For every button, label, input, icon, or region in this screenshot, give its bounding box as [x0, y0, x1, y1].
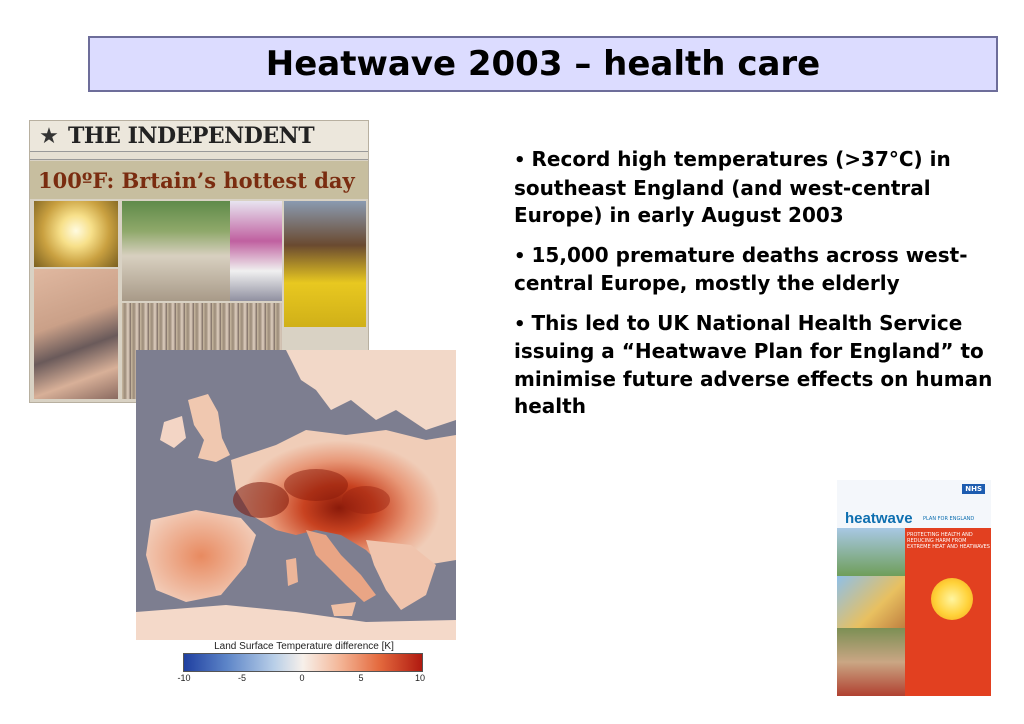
photo-crowd-street: [122, 201, 230, 301]
newspaper-headline: 100ºF: Brtain’s hottest day: [38, 167, 355, 193]
sun-icon: [931, 578, 973, 620]
title-box: [88, 36, 998, 92]
heatwave-plan-cover: [837, 480, 991, 696]
photo-sun: [34, 201, 118, 267]
newspaper-masthead: [30, 121, 368, 151]
masthead-text: THE INDEPENDENT: [68, 123, 315, 149]
photo-sunbathers: [34, 269, 118, 399]
bullet-item: • This led to UK National Health Service issuing a “Heatwave Plan for England” to minimise future adverse effects on human health: [514, 310, 993, 418]
colorbar-tick: 5: [358, 673, 364, 683]
map-colorbar: [183, 653, 423, 672]
bullet-icon: •: [514, 150, 526, 171]
colorbar-tick: -10: [177, 673, 191, 683]
photo-elderly-man: [837, 628, 905, 696]
bullet-icon: •: [514, 313, 526, 335]
nhs-logo: NHS: [962, 484, 985, 494]
eagle-icon: ★: [39, 123, 59, 149]
colorbar-tick: -5: [237, 673, 246, 683]
map-legend-title: Land Surface Temperature difference [K]: [214, 641, 394, 652]
bullet-item: • 15,000 premature deaths across west-central Europe, mostly the elderly: [514, 242, 968, 295]
europe-map-graphic: [136, 350, 456, 640]
plan-tagline: PROTECTING HEALTH AND REDUCING HARM FROM EXTREME HEAT AND HEATWAVES: [907, 532, 990, 550]
plan-brand: heatwave: [845, 510, 913, 527]
bullet-list: [514, 146, 1004, 433]
colorbar-tick: 10: [414, 673, 425, 683]
photo-ice-cream-van: [230, 201, 282, 301]
temperature-map: [136, 350, 456, 640]
slide-title: Heatwave 2003 – health care: [265, 44, 821, 84]
photo-children: [837, 528, 905, 576]
newspaper-headline-bar: [30, 161, 368, 199]
bullet-item: • Record high temperatures (>37°C) in southeast England (and west-central Europe) in early August 2003: [514, 147, 951, 227]
photo-deckchair: [837, 576, 905, 628]
photo-football-fan: [284, 201, 366, 327]
newspaper-dateline: [30, 151, 368, 160]
colorbar-tick: 0: [299, 673, 305, 683]
plan-subtitle: PLAN FOR ENGLAND: [923, 516, 975, 522]
bullet-icon: •: [514, 245, 526, 267]
